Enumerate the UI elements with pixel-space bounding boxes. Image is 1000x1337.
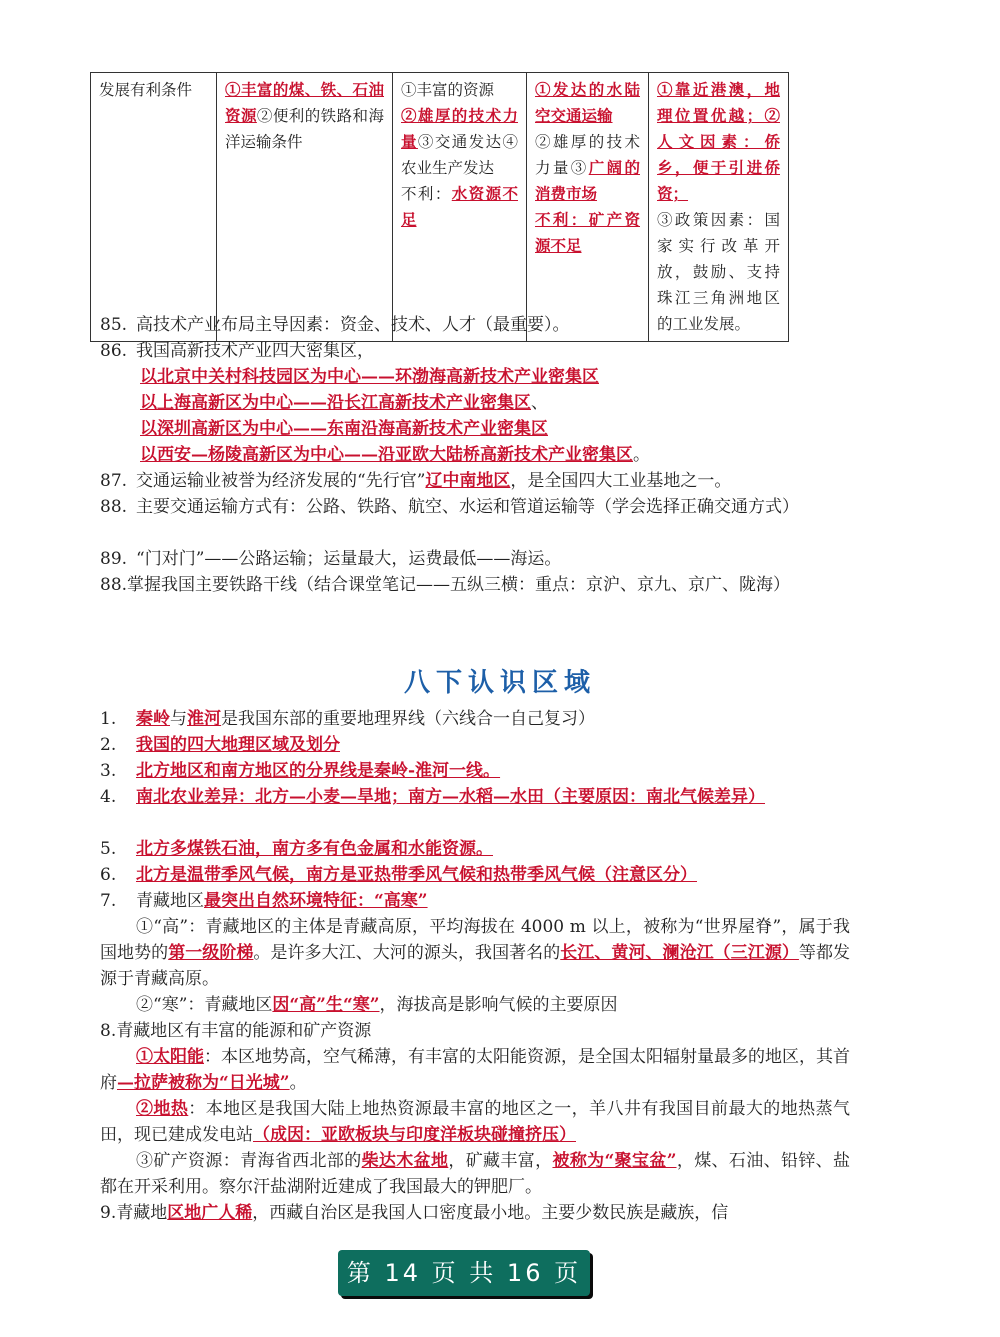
zone-3: 以深圳高新区为中心——东南沿海高新技术产业密集区 — [140, 419, 548, 439]
para-geothermal: ②地热：本地区是我国大陆上地热资源最丰富的地区之一，羊八井有我国目前最大的地热蒸气田，现已建成发电站（成因：亚欧板块与印度洋板块碰撞挤压） — [100, 1099, 851, 1145]
item-89: 89. “门对门”——公路运输；运量最大，运费最低——海运。 — [100, 549, 562, 569]
item-85: 85. 高技术产业布局主导因素：资金、技术、人才（最重要）。 — [100, 315, 570, 335]
item-87: 87. 交通运输业被誉为经济发展的“先行官”辽中南地区，是全国四大工业基地之一。 — [100, 471, 732, 491]
region-item-5: 5. 北方多煤铁石油，南方多有色金属和水能资源。 — [100, 839, 493, 859]
table-cell-3: ①发达的水陆空交通运输 ②雄厚的技术力量③广阔的消费市场 不利：矿产资源不足 — [527, 73, 649, 342]
para-cold: ②“寒”：青藏地区因“高”生“寒”，海拔高是影响气候的主要原因 — [136, 995, 618, 1015]
region-item-1: 1. 秦岭与淮河是我国东部的重要地理界线（六线合一自己复习） — [100, 709, 595, 729]
region-item-4: 4. 南北农业差异：北方—小麦—旱地；南方—水稻—水田（主要原因：南北气候差异） — [100, 787, 765, 807]
region-item-6: 6. 北方是温带季风气候，南方是亚热带季风气候和热带季风气候（注意区分） — [100, 865, 697, 885]
region-item-3: 3. 北方地区和南方地区的分界线是秦岭-淮河一线。 — [100, 761, 501, 781]
region-item-2: 2. 我国的四大地理区域及划分 — [100, 735, 340, 755]
item-88b: 88.掌握我国主要铁路干线（结合课堂笔记——五纵三横：重点：京沪、京九、京广、陇海） — [100, 575, 791, 595]
zone-1: 以北京中关村科技园区为中心——环渤海高新技术产业密集区 — [140, 367, 599, 387]
zone-2: 以上海高新区为中心——沿长江高新技术产业密集区、 — [140, 393, 548, 413]
item-86: 86. 我国高新技术产业四大密集区， — [100, 341, 374, 361]
table-cell-2: ①丰富的资源 ②雄厚的技术力量③交通发达④农业生产发达 不利：水资源不足 — [393, 73, 527, 342]
region-item-8: 8.青藏地区有丰富的能源和矿产资源 — [100, 1021, 372, 1041]
zone-4: 以西安—杨陵高新区为中心——沿亚欧大陆桥高新技术产业密集区。 — [140, 445, 650, 465]
region-item-7: 7. 青藏地区最突出自然环境特征：“高寒” — [100, 891, 428, 911]
conditions-table — [90, 72, 789, 342]
region-item-9: 9.青藏地区地广人稀，西藏自治区是我国人口密度最小地。主要少数民族是藏族，信 — [100, 1203, 729, 1223]
para-solar: ①太阳能：本区地势高，空气稀薄，有丰富的太阳能资源，是全国太阳辐射量最多的地区，其首府—拉萨被称为“日光城”。 — [100, 1047, 850, 1093]
item-88: 88. 主要交通运输方式有：公路、铁路、航空、水运和管道运输等（学会选择正确交通方式） — [100, 497, 799, 517]
table-cell-1: ①丰富的煤、铁、石油资源②便利的铁路和海洋运输条件 — [217, 73, 393, 342]
table-label-cell: 发展有利条件 — [91, 73, 217, 342]
para-mineral: ③矿产资源：青海省西北部的柴达木盆地，矿藏丰富，被称为“聚宝盆”，煤、石油、铅锌、盐都在开采利用。察尔汗盐湖附近建成了我国最大的钾肥厂。 — [100, 1151, 851, 1197]
table-cell-4: ①靠近港澳，地理位置优越；②人文因素：侨乡，便于引进侨资； ③政策因素：国家实行改革开放，鼓励、支持珠江三角洲地区的工业发展。 — [649, 73, 789, 342]
section-title: 八下认识区域 — [403, 668, 596, 698]
page-number-badge: 第 14 页 共 16 页 — [338, 1250, 590, 1296]
para-high: ①“高”：青藏地区的主体是青藏高原，平均海拔在 4000 m 以上，被称为“世界屋脊”，属于我国地势的第一级阶梯。是许多大江、大河的源头，我国著名的长江、黄河、澜沧江（三江源）等都发源于青藏高原。 — [100, 917, 851, 989]
